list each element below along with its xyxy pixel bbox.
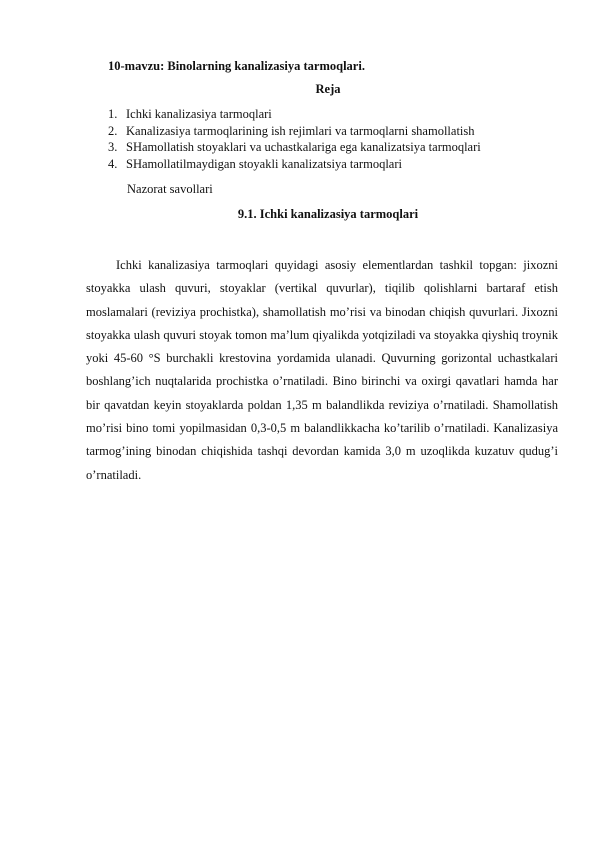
control-questions-label: Nazorat savollari: [127, 182, 213, 196]
plan-item-number: 4.: [108, 156, 118, 171]
plan-item-number: 1.: [108, 107, 118, 121]
body-paragraph: Ichki kanalizasiya tarmoqlari quyidagi asosiy elementlardan tashkil topgan: jixozni stoyakka ulash quvuri, stoyaklar (vertikal quvurlar), tiqilib qolishlarni bartaraf etish moslamalari (reviziya prochistka), shamollatish mo’risi va binodan chiqish quvurlari. Jixozni stoyakka ulash quvuri stoyak tomon ma’lum qiyalikda yotqiziladi va stoyakka qiyshiq troynik yoki 45-60 °S burchakli krestovina yordamida ulanadi. Quvurning gorizontal uchastkalari boshlang’ich nuqtalarida prochistka o’rnatiladi. Bino birinchi va oxirgi qavatlari hamda har bir qavatdan keyin stoyaklarda poldan 1,35 m balandlikda reviziya o’rnatiladi. Shamollatish mo’risi bino tomi yopilmasidan 0,3-0,5 m balandlikkacha ko’tarilib o’rnatiladi. Kanalizasiya tarmog’ining binodan chiqishida tashqi devordan kamida 3,0 m uzoqlikda kuzatuv qudug’i o’rnatiladi.: [86, 258, 558, 482]
plan-item: [108, 156, 481, 173]
lecture-title: 10-mavzu: Binolarning kanalizasiya tarmoqlari.: [108, 59, 365, 73]
plan-item-text: SHamollatilmaydigan stoyakli kanalizatsiya tarmoqlari: [126, 156, 402, 171]
plan-item-number: 2.: [108, 123, 118, 138]
plan-item: [108, 123, 481, 140]
plan-item: [108, 106, 481, 123]
plan-item-number: 3.: [108, 140, 118, 154]
plan-item: [108, 139, 481, 156]
section-heading: 9.1. Ichki kanalizasiya tarmoqlari: [237, 207, 419, 221]
plan-item-text: Kanalizasiya tarmoqlarining ish rejimlari va tarmoqlarni shamollatish: [126, 123, 475, 138]
plan-list: [108, 106, 481, 172]
plan-heading: Reja: [315, 82, 341, 96]
plan-item-text: SHamollatish stoyaklari va uchastkalariga ega kanalizatsiya tarmoqlari: [126, 140, 481, 154]
plan-item-text: Ichki kanalizasiya tarmoqlari: [126, 107, 272, 121]
